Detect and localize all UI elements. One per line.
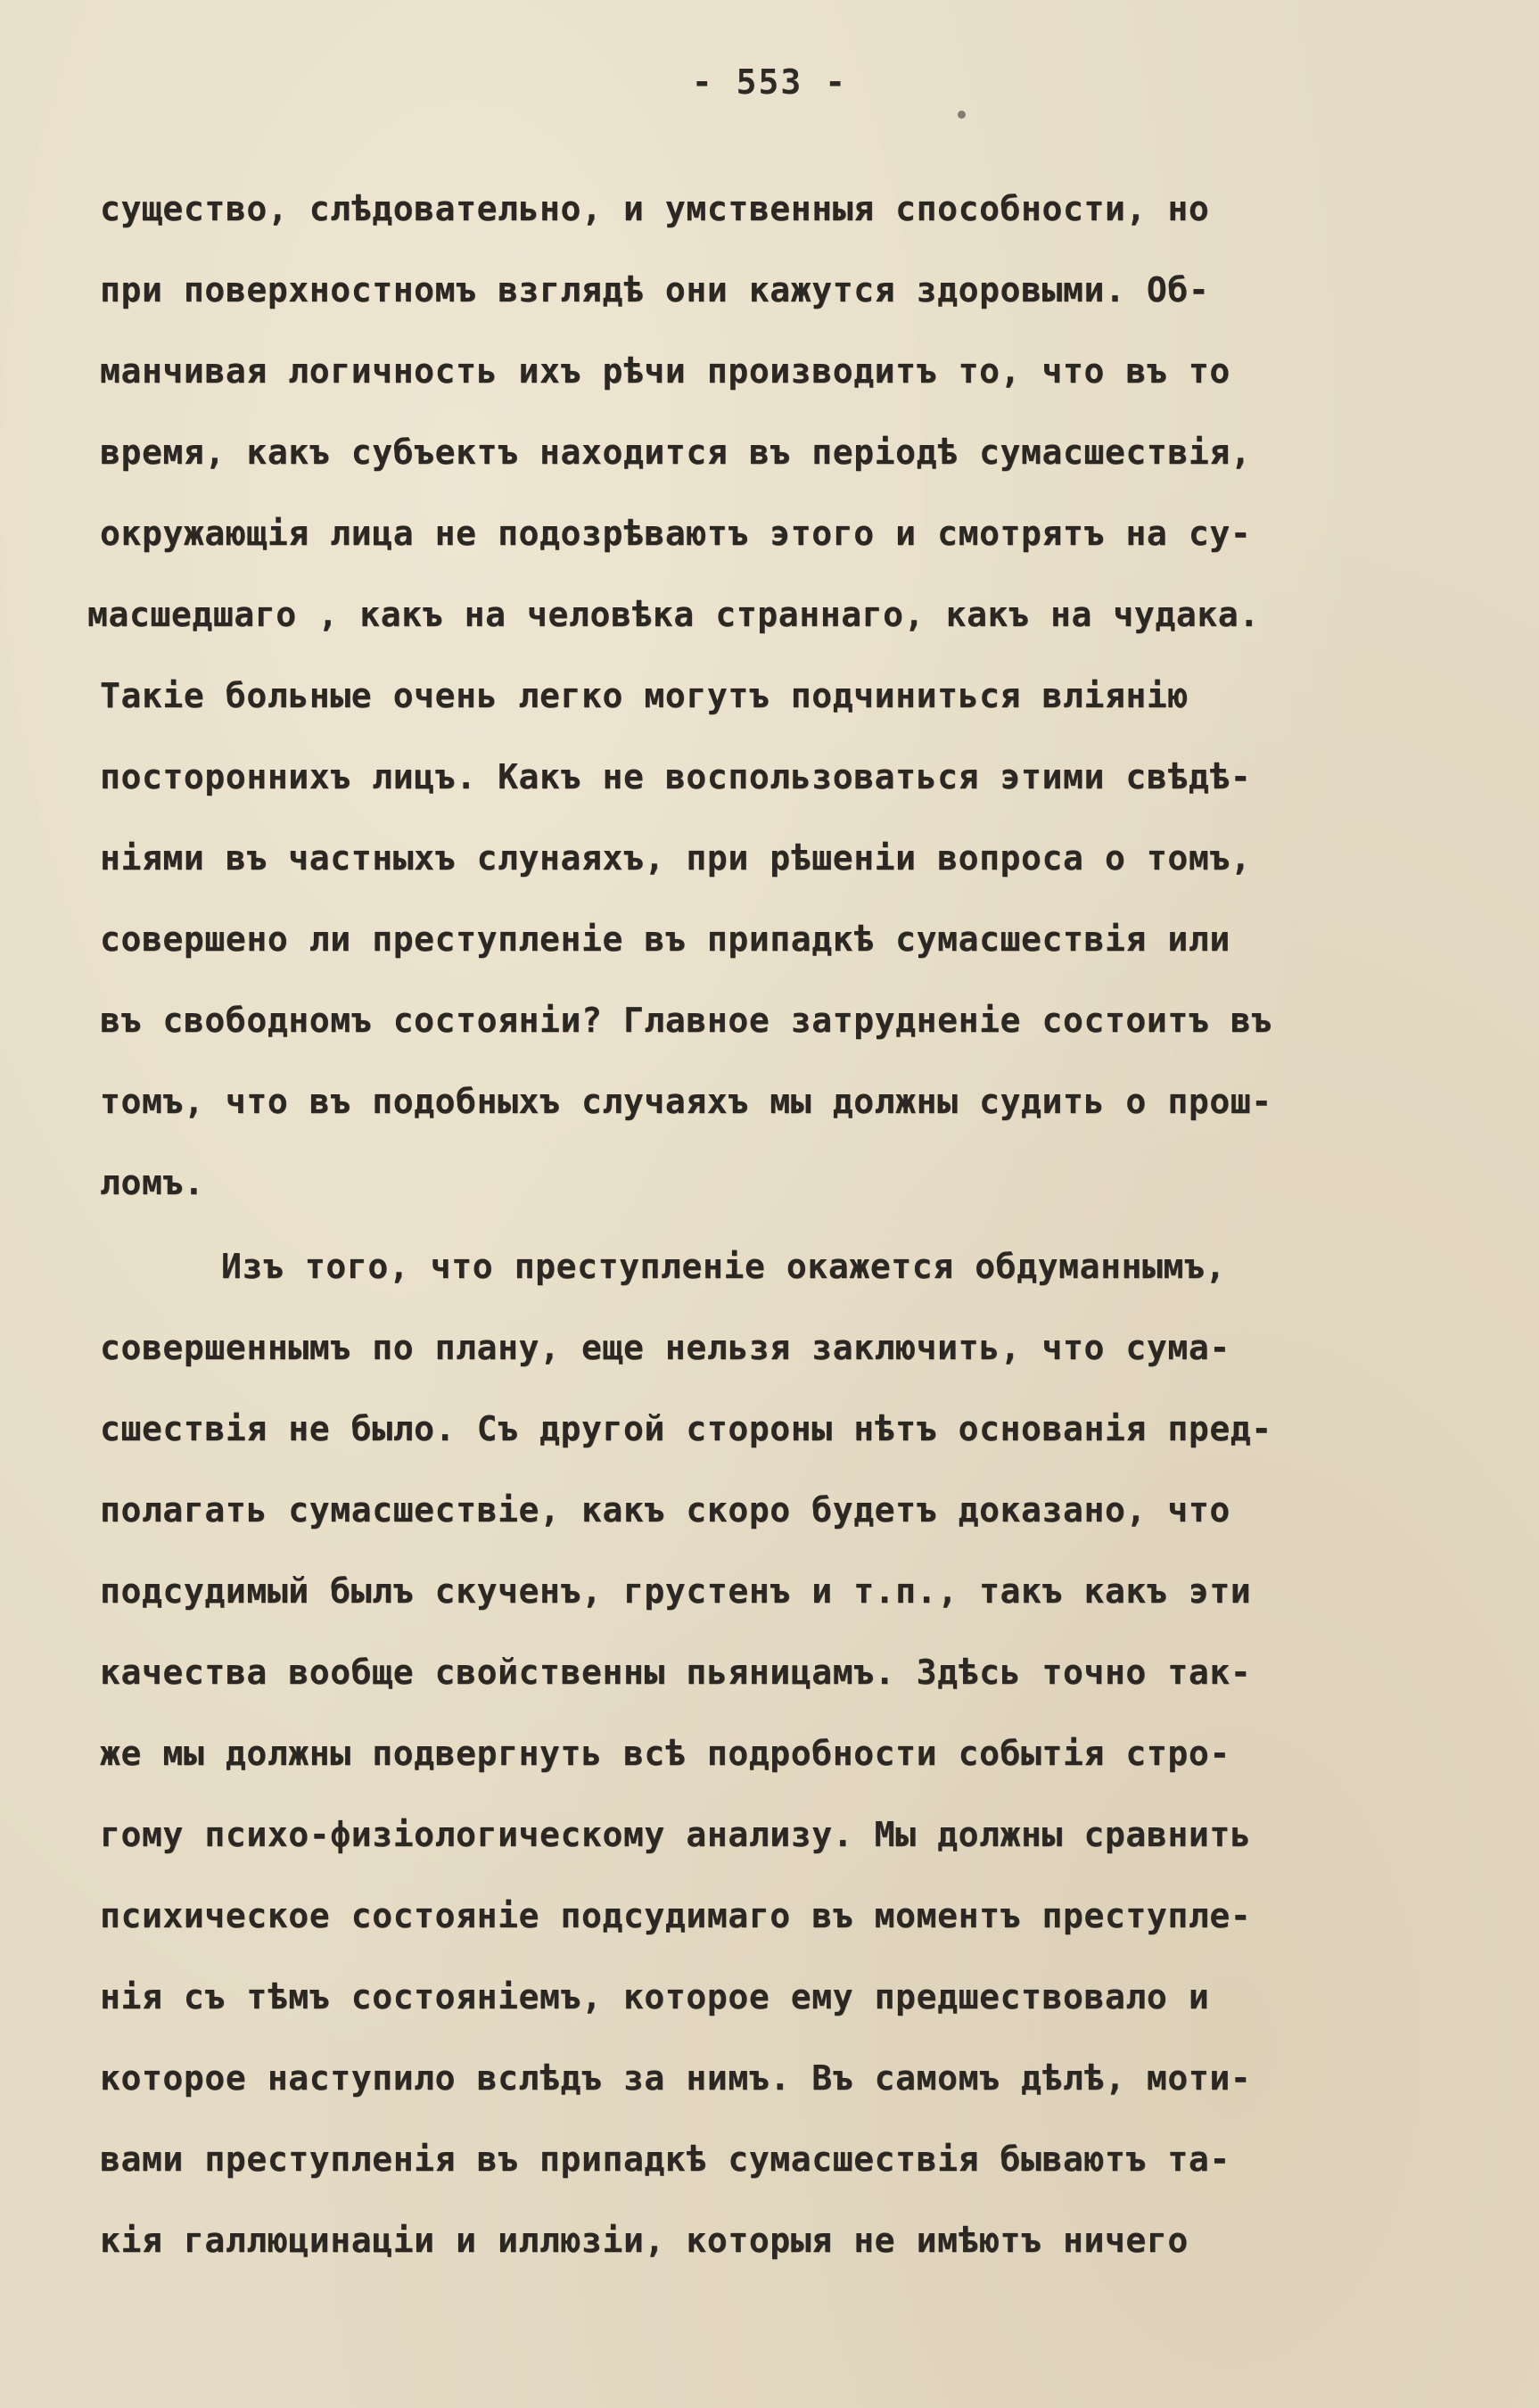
text-line: подсудимый былъ скученъ, грустенъ и т.п., такъ какъ эти — [100, 1571, 1252, 1611]
text-line: полагать сумасшествіе, какъ скоро будетъ доказано, что — [100, 1490, 1230, 1530]
text-line: кія галлюцинаціи и иллюзіи, которыя не имѣютъ ничего — [100, 2221, 1189, 2260]
text-line: ломъ. — [100, 1163, 205, 1202]
text-line: сшествія не было. Съ другой стороны нѣтъ основанія пред- — [100, 1409, 1272, 1448]
text-line: манчивая логичность ихъ рѣчи производитъ то, что въ то — [100, 351, 1230, 391]
text-line: которое наступило вслѣдъ за нимъ. Въ самомъ дѣлѣ, моти- — [100, 2058, 1252, 2098]
text-line: гому психо-физіологическому анализу. Мы должны сравнить — [100, 1815, 1252, 1854]
text-line: совершеннымъ по плану, еще нельзя заключить, что сума- — [100, 1328, 1230, 1367]
text-line: масшедшаго , какъ на человѣка страннаго, какъ на чудака. — [87, 595, 1260, 634]
text-line: время, какъ субъектъ находится въ періодѣ сумасшествія, — [100, 433, 1252, 472]
text-line: Такіе больные очень легко могутъ подчиниться вліянію — [100, 676, 1189, 715]
text-line: постороннихъ лицъ. Какъ не воспользоваться этими свѣдѣ- — [100, 757, 1252, 796]
text-line: нія съ тѣмъ состояніемъ, которое ему предшествовало и — [100, 1977, 1210, 2016]
text-line: совершено ли преступленіе въ припадкѣ сумасшествія или — [100, 919, 1230, 959]
text-line: Изъ того, что преступленіе окажется обдуманнымъ, — [221, 1247, 1226, 1286]
text-line: существо, слѣдовательно, и умственныя способности, но — [100, 189, 1210, 228]
text-line: качества вообще свойственны пьяницамъ. Здѣсь точно так- — [100, 1653, 1252, 1692]
ink-speck — [958, 111, 966, 119]
text-line: въ свободномъ состояніи? Главное затрудненіе состоитъ въ — [100, 1001, 1272, 1040]
text-line: психическое состояніе подсудимаго въ моментъ преступле- — [100, 1896, 1252, 1935]
text-line: же мы должны подвергнуть всѣ подробности событія стро- — [100, 1734, 1230, 1773]
text-line: ніями въ частныхъ слунаяхъ, при рѣшеніи вопроса о томъ, — [100, 838, 1252, 878]
text-line: вами преступленія въ припадкѣ сумасшествія бываютъ та- — [100, 2140, 1230, 2179]
page-number: - 553 - — [691, 62, 848, 102]
text-line: томъ, что въ подобныхъ случаяхъ мы должны судить о прош- — [100, 1082, 1272, 1121]
text-line: при поверхностномъ взглядѣ они кажутся здоровыми. Об- — [100, 270, 1210, 309]
text-line: окружающія лица не подозрѣваютъ этого и смотрятъ на су- — [100, 514, 1252, 553]
